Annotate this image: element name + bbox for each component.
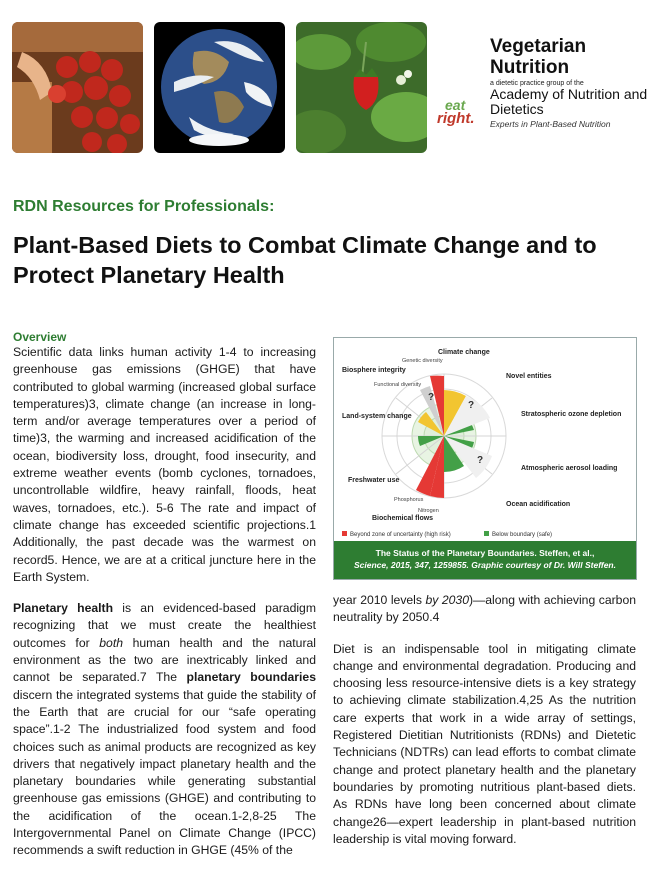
planetary-boundaries-diagram	[334, 338, 636, 541]
legend-swatch-safe	[484, 531, 489, 536]
label-climate: Climate change	[438, 349, 490, 356]
label-aerosol: Atmospheric aerosol loading	[521, 465, 618, 472]
overview-paragraph-1: Scientific data links human activity 1-4 to increasing greenhouse gas emissions (GHGE) that have contributed to global warming (increased global surface temperatures)3, climate change (an increase in long-term and/or average temperatures over a period of time)3, the warming and increased acidification of the ocean, biodiversity loss, drought, food insecurity, and extreme weather events (bomb cyclones, tornadoes, uncontrollable wildfire, heavy rainfall, floods, heat waves, tornadoes, etc.). 5-6 The rate and impact of climate change has exceeded scientific projections.1 Additionally, the past decade was the warmest on record5. Hence, we are at a critical juncture here in the Earth System.	[13, 345, 316, 584]
label-genetic: Genetic diversity	[402, 358, 443, 364]
overview-paragraph-2: Planetary health is an evidenced-based paradigm recognizing that we must create the healthiest outcomes for both human health and the natural environment as the two are inextricably linked and cannot be separated.7 The planetary boundaries discern the integrated systems that guide the stability of the Earth that are crucial for our “safe operating space”.1-2 The industrialized food system and food choices such as animal products are recognized as key drivers that negatively impact planetary health and the planetary boundaries while generating substantial greenhouse gas emissions (GHGE) and contributing to the acidification of the ocean.1-2,8-25 The Intergovernmental Panel on Climate Change (IPCC) recommends a swift reduction in GHGE (45% of the	[13, 601, 316, 858]
label-ozone: Stratospheric ozone depletion	[521, 411, 622, 418]
label-phosphorus: Phosphorus	[394, 497, 424, 503]
earth-photo	[154, 22, 285, 153]
label-novel: Novel entities	[506, 373, 552, 380]
strawberry-plant-photo	[296, 22, 427, 153]
left-column	[13, 330, 316, 874]
label-ocean: Ocean acidification	[506, 501, 571, 508]
eat-right-logo: eat right.	[437, 97, 475, 127]
label-biochem: Biochemical flows	[372, 515, 434, 522]
overview-heading: Overview	[13, 330, 67, 344]
label-nitrogen: Nitrogen	[418, 508, 439, 514]
caption-line-1: The Status of the Planetary Boundaries. Steffen, et al.,	[375, 548, 595, 558]
legend-label-high: Beyond zone of uncertainty (high risk)	[350, 532, 451, 538]
right-paragraph-2: Diet is an indispensable tool in mitigating climate change and environmental degradation. Producing and choosing less resource-intensive diets is a key strategy to achieving climate stabilization.4,25 As the nutrition care experts that work in a wide array of settings, Registered Dietitian Nutritionists (RDNs) and Dietetic Technicians (NDTRs) can lead efforts to combat climate change and protect planetary health and the planetary boundaries by promoting nutritious plant-based diets. As RDNs have long been concerned about climate change26—expert leadership in plant-based nutrition leadership is vital moving forward.	[333, 641, 636, 846]
figure-caption	[334, 541, 636, 579]
brand-subtitle: a dietetic practice group of the	[490, 80, 584, 87]
caption-line-2: Science, 2015, 347, 1259855. Graphic courtesy of Dr. Will Steffen.	[354, 560, 616, 570]
legend-label-safe: Below boundary (safe)	[492, 532, 553, 538]
label-land: Land-system change	[342, 413, 412, 420]
label-biosphere: Biosphere integrity	[342, 367, 406, 374]
label-functional: Functional diversity	[374, 382, 422, 388]
right-paragraph-1: year 2010 levels by 2030)—along with achieving carbon neutrality by 2050.4	[333, 593, 637, 625]
section-label: RDN Resources for Professionals:	[13, 198, 275, 215]
right-column	[333, 592, 636, 862]
brand-org: Academy of Nutrition and Dietetics	[490, 86, 648, 117]
brand-block	[490, 36, 653, 129]
q-mark-3: ?	[477, 455, 484, 466]
label-freshwater: Freshwater use	[348, 477, 400, 484]
legend-swatch-high	[342, 531, 347, 536]
brand-tagline: Experts in Plant-Based Nutrition	[490, 119, 611, 129]
brand-title: Vegetarian Nutrition	[490, 36, 587, 78]
page-title: Plant-Based Diets to Combat Climate Change and to Protect Planetary Health	[13, 232, 597, 288]
planetary-boundaries-figure	[333, 337, 637, 580]
apple-crate-photo	[12, 22, 143, 153]
q-mark-1: ?	[428, 392, 435, 403]
q-mark-2: ?	[468, 400, 475, 411]
